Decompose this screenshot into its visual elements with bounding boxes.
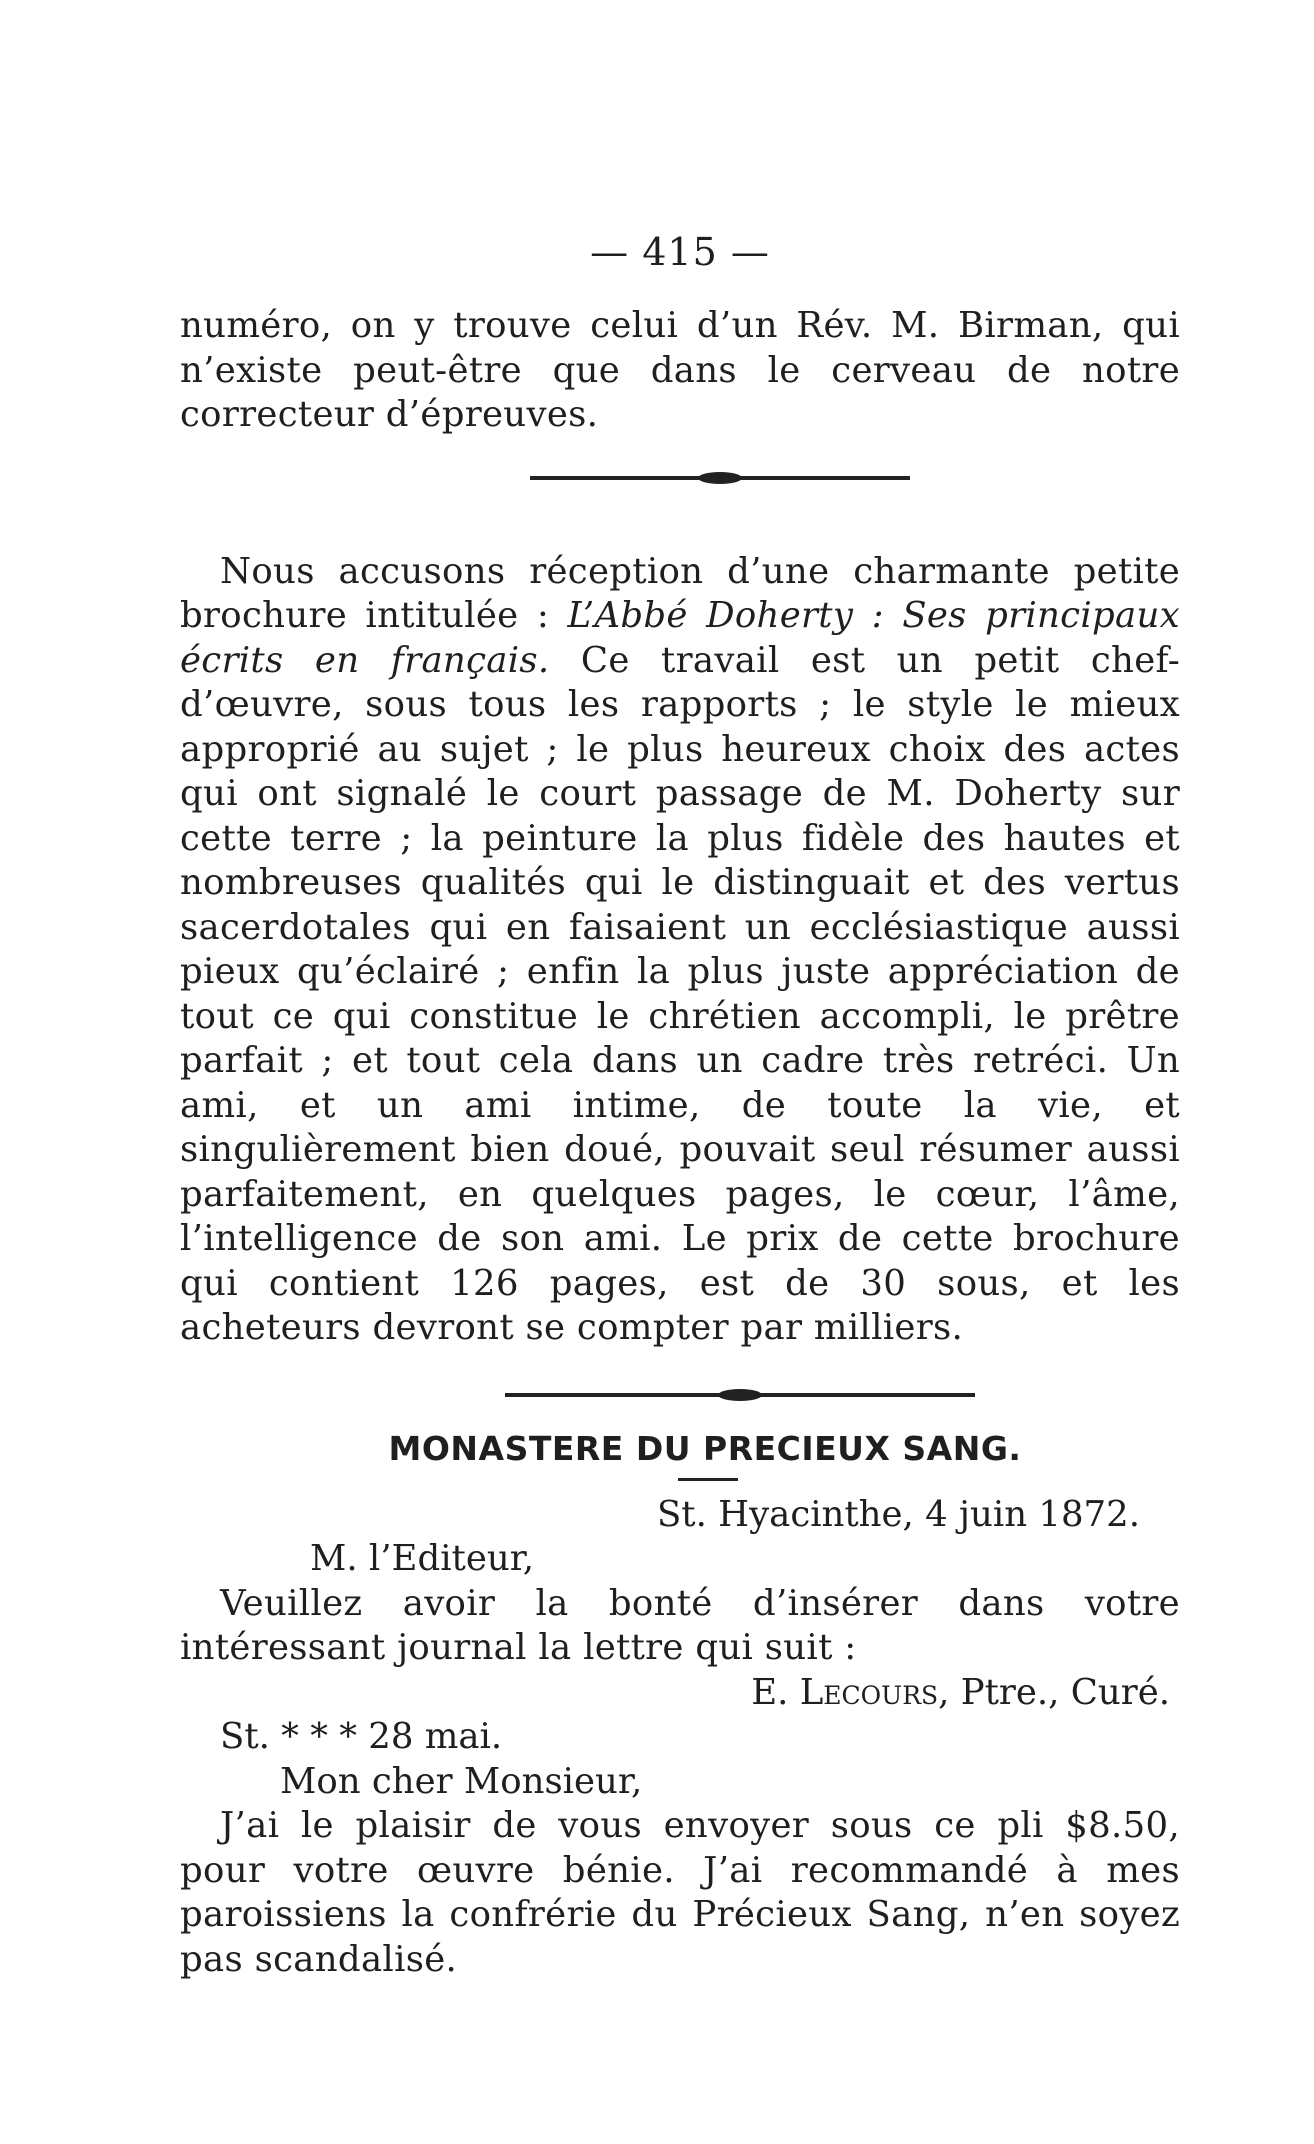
- section-divider: [505, 1393, 975, 1397]
- divider-ornament: [718, 1389, 762, 1401]
- page-number: — 415 —: [590, 230, 770, 274]
- letter-place-date: St. Hyacinthe, 4 juin 1872.: [656, 1493, 1140, 1535]
- brochure-title: L’Abbé Doherty : Ses principaux écrits en français.: [180, 595, 1180, 681]
- section-heading: MONASTERE DU PRECIEUX SANG.: [388, 1428, 1022, 1468]
- divider-ornament: [698, 472, 742, 484]
- inner-letter-place-date: St. * * * 28 mai.: [220, 1716, 503, 1757]
- letter-salutation: M. l’Editeur,: [310, 1538, 535, 1579]
- notice-text-rest: Ce travail est un petit chef-d’œuvre, sous tous les rapports ; le style le mieux approprié au sujet ; le plus heureux choix des actes qui ont signalé le court passage de M. Doherty sur cette terre ; la peinture la plus fidèle des hautes et nombreuses qualités qui le distinguait et des vertus sacerdotales qui en faisaient un ecclésiastique aussi pieux qu’éclairé ; enfin la plus juste appréciation de tout ce qui constitue le chrétien accompli, le prêtre parfait ; et tout cela dans un cadre très retréci. Un ami, et un ami intime, de toute la vie, et singulièrement bien doué, pouvait seul résumer aussi parfaitement, en quelques pages, le cœur, l’âme, l’intelligence de son ami. Le prix de cette brochure qui contient 126 pages, est de 30 sous, et les acheteurs devront se compter par milliers.: [180, 639, 1180, 1348]
- signature-initial: E.: [751, 1671, 800, 1713]
- letter-request: Veuillez avoir la bonté d’insérer dans votre intéressant journal la lettre qui suit :: [180, 1582, 1180, 1668]
- signature-title: , Ptre., Curé.: [938, 1671, 1170, 1713]
- notice-text-start: Nous accusons réception d’une charmante petite brochure intitulée :: [180, 550, 1180, 636]
- signature-name: Lecours: [799, 1671, 939, 1713]
- continued-paragraph: numéro, on y trouve celui d’un Rév. M. Birman, qui n’existe peut-être que dans le cerveau de notre correcteur d’épreuves.: [180, 305, 1180, 435]
- section-divider: [530, 476, 910, 480]
- inner-letter-salutation: Mon cher Monsieur,: [280, 1760, 643, 1802]
- letter-signature: [180, 1671, 1180, 1716]
- brochure-notice-paragraph: [180, 550, 1180, 1351]
- inner-letter-body: J’ai le plaisir de vous envoyer sous ce pli $8.50, pour votre œuvre bénie. J’ai recommandé à mes paroissiens la confrérie du Précieux Sang, n’en soyez pas scandalisé.: [180, 1805, 1180, 1980]
- heading-underline: [678, 1478, 738, 1481]
- book-page: [180, 230, 1180, 1982]
